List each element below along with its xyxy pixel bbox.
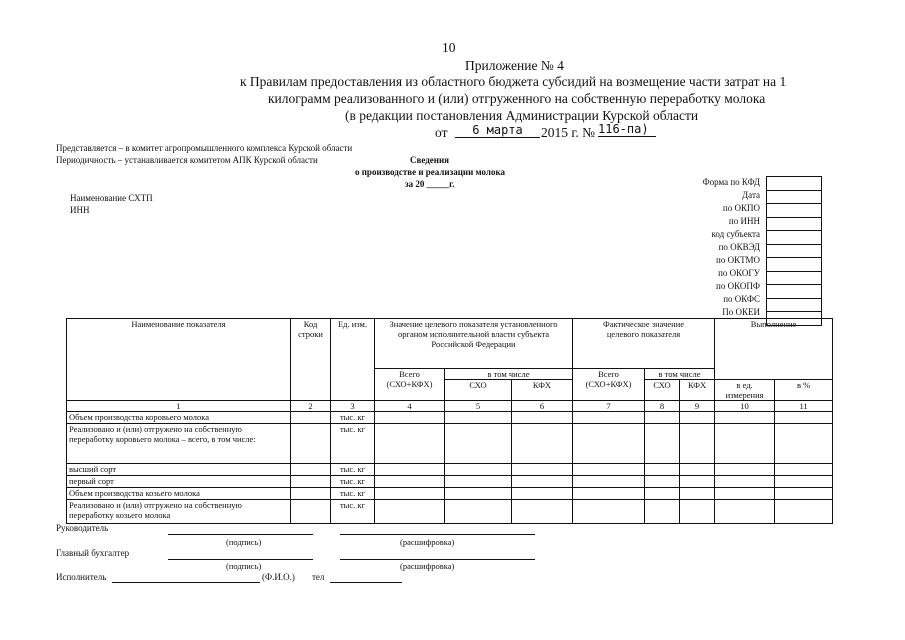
inn-label: ИНН <box>70 205 90 215</box>
decoding-caption: (расшифровка) <box>400 561 455 571</box>
cell-input[interactable] <box>645 500 680 524</box>
cell-input[interactable] <box>512 464 573 476</box>
form-period: за 20 _____г. <box>405 179 455 189</box>
code-label-date: Дата <box>742 190 760 200</box>
cell-input[interactable] <box>775 476 833 488</box>
cell-input[interactable] <box>375 500 445 524</box>
cell-input[interactable] <box>375 464 445 476</box>
code-label-subject: код субъекта <box>711 229 760 239</box>
header-unit: Ед. изм. <box>331 319 375 401</box>
col-num: 9 <box>680 401 715 412</box>
col-num: 4 <box>375 401 445 412</box>
cell-input[interactable] <box>715 412 775 424</box>
cell-input[interactable] <box>291 464 331 476</box>
cell-input[interactable] <box>573 424 645 464</box>
resolution-number: 116-па) <box>598 122 656 137</box>
col-num: 1 <box>67 401 291 412</box>
cell-input[interactable] <box>512 424 573 464</box>
code-label-kfd: Форма по КФД <box>702 177 760 187</box>
decoding-caption: (расшифровка) <box>400 537 455 547</box>
code-label-okpo: по ОКПО <box>722 203 760 213</box>
periodicity: Периодичность – устанавливается комитетом АПК Курской области <box>56 155 318 165</box>
head-label: Руководитель <box>56 523 109 533</box>
code-field-kfd[interactable] <box>767 177 822 191</box>
form-subtitle: о производстве и реализации молока <box>355 167 506 177</box>
cell-input[interactable] <box>680 424 715 464</box>
tel-label: тел <box>312 572 325 582</box>
cell-input[interactable] <box>775 424 833 464</box>
date-day-month: 6 марта <box>455 123 540 138</box>
code-field-okpo[interactable] <box>767 204 822 218</box>
col-num: 3 <box>331 401 375 412</box>
cell-input[interactable] <box>573 464 645 476</box>
cell-input[interactable] <box>775 488 833 500</box>
fio-caption: (Ф.И.О.) <box>262 572 295 582</box>
cell-input[interactable] <box>375 424 445 464</box>
cell-input[interactable] <box>445 424 512 464</box>
cell-input[interactable] <box>375 412 445 424</box>
table-row <box>67 424 833 464</box>
row-name: высший сорт <box>67 464 291 476</box>
accountant-signature-line[interactable] <box>168 559 313 560</box>
header-target-incl: в том числе <box>445 369 573 380</box>
page-number: 10 <box>442 40 456 55</box>
table-row <box>67 412 833 424</box>
name-label: Наименование СХТП <box>70 193 153 203</box>
row-name: Объем производства козьего молока <box>67 488 291 500</box>
executor-name-line[interactable] <box>112 582 260 583</box>
row-unit: тыс. кг <box>331 500 375 524</box>
row-name: Реализовано и (или) отгружено на собственную переработку коровьего молока – всего, в том числе: <box>67 424 291 464</box>
cell-input[interactable] <box>291 476 331 488</box>
col-num: 11 <box>775 401 833 412</box>
code-label-okogu: по ОКОГУ <box>718 268 760 278</box>
table-row <box>67 464 833 476</box>
appendix-line-3: килограмм реализованного и (или) отгруженного на собственную переработку молока <box>268 91 766 106</box>
appendix-line-4: (в редакции постановления Администрации Курской области <box>345 108 699 123</box>
header-code: Код строки <box>291 319 331 401</box>
code-label-okopf: по ОКОПФ <box>716 281 760 291</box>
cell-input[interactable] <box>680 412 715 424</box>
cell-input[interactable] <box>680 476 715 488</box>
code-label-okfs: по ОКФС <box>723 294 760 304</box>
col-num: 6 <box>512 401 573 412</box>
cell-input[interactable] <box>715 476 775 488</box>
row-name: первый сорт <box>67 476 291 488</box>
header-name: Наименование показателя <box>67 319 291 401</box>
cell-input[interactable] <box>291 488 331 500</box>
row-unit: тыс. кг <box>331 412 375 424</box>
cell-input[interactable] <box>445 464 512 476</box>
row-unit: тыс. кг <box>331 488 375 500</box>
cell-input[interactable] <box>573 488 645 500</box>
header-target: Значение целевого показателя установленного органом исполнительной власти субъекта Российской Федерации <box>375 319 573 369</box>
col-num: 5 <box>445 401 512 412</box>
code-label-okei: По ОКЕИ <box>722 307 760 317</box>
header-actual-incl: в том числе <box>645 369 715 380</box>
signature-caption: (подпись) <box>226 561 262 571</box>
col-num: 7 <box>573 401 645 412</box>
cell-input[interactable] <box>775 464 833 476</box>
cell-input[interactable] <box>715 500 775 524</box>
date-year: 2015 г. № <box>541 125 596 140</box>
row-name: Реализовано и (или) отгружено на собственную переработку козьего молока <box>67 500 291 524</box>
code-label-inn: по ИНН <box>728 216 760 226</box>
cell-input[interactable] <box>573 412 645 424</box>
cell-input[interactable] <box>715 424 775 464</box>
code-field-date[interactable] <box>767 190 822 204</box>
header-actual-kfh: КФХ <box>680 380 715 401</box>
cell-input[interactable] <box>645 424 680 464</box>
code-field-inn[interactable] <box>767 217 822 231</box>
cell-input[interactable] <box>445 500 512 524</box>
row-unit: тыс. кг <box>331 476 375 488</box>
cell-input[interactable] <box>445 488 512 500</box>
table-row <box>67 488 833 500</box>
signature-caption: (подпись) <box>226 537 262 547</box>
table-row <box>67 476 833 488</box>
column-numbers-row <box>67 401 833 412</box>
code-field-okopf[interactable] <box>767 285 822 299</box>
code-label-okved: по ОКВЭД <box>718 242 760 252</box>
code-label-oktmo: по ОКТМО <box>716 255 760 265</box>
col-num: 8 <box>645 401 680 412</box>
header-target-total: Всего (СХО+КФХ) <box>375 369 445 401</box>
code-field-okved[interactable] <box>767 244 822 258</box>
head-signature-line[interactable] <box>168 534 313 535</box>
head-decoding-line[interactable] <box>340 534 535 535</box>
code-field-oktmo[interactable] <box>767 258 822 272</box>
code-field-okogu[interactable] <box>767 271 822 285</box>
data-table <box>66 318 833 524</box>
cell-input[interactable] <box>573 476 645 488</box>
header-execution: Выполнение <box>715 319 833 380</box>
submitted-to: Представляется – в комитет агропромышленного комплекса Курской области <box>56 143 353 153</box>
cell-input[interactable] <box>645 476 680 488</box>
cell-input[interactable] <box>512 488 573 500</box>
code-field-subject[interactable] <box>767 231 822 245</box>
cell-input[interactable] <box>573 500 645 524</box>
cell-input[interactable] <box>775 500 833 524</box>
cell-input[interactable] <box>291 424 331 464</box>
row-unit: тыс. кг <box>331 424 375 464</box>
cell-input[interactable] <box>512 476 573 488</box>
col-num: 2 <box>291 401 331 412</box>
cell-input[interactable] <box>645 488 680 500</box>
table-row <box>67 500 833 524</box>
cell-input[interactable] <box>645 412 680 424</box>
header-target-sho: СХО <box>445 380 512 401</box>
tel-line[interactable] <box>330 582 402 583</box>
header-exec-units: в ед. измерения <box>715 380 775 401</box>
form-title: Сведения <box>410 155 450 165</box>
cell-input[interactable] <box>512 500 573 524</box>
row-name: Объем производства коровьего молока <box>67 412 291 424</box>
header-actual-sho: СХО <box>645 380 680 401</box>
header-exec-pct: в % <box>775 380 833 401</box>
cell-input[interactable] <box>715 464 775 476</box>
cell-input[interactable] <box>445 476 512 488</box>
cell-input[interactable] <box>512 412 573 424</box>
executor-label: Исполнитель <box>56 572 107 582</box>
accountant-decoding-line[interactable] <box>340 559 535 560</box>
col-num: 10 <box>715 401 775 412</box>
cell-input[interactable] <box>291 412 331 424</box>
accountant-label: Главный бухгалтер <box>56 548 130 558</box>
cell-input[interactable] <box>375 488 445 500</box>
cell-input[interactable] <box>375 476 445 488</box>
date-prefix: от <box>435 125 448 140</box>
cell-input[interactable] <box>775 412 833 424</box>
cell-input[interactable] <box>445 412 512 424</box>
header-actual: Фактическое значение целевого показателя <box>573 319 715 369</box>
appendix-line-2: к Правилам предоставления из областного бюджета субсидий на возмещение части затрат на 1 <box>240 74 787 89</box>
cell-input[interactable] <box>680 488 715 500</box>
cell-input[interactable] <box>645 464 680 476</box>
codes-box <box>766 176 822 326</box>
cell-input[interactable] <box>680 464 715 476</box>
header-target-kfh: КФХ <box>512 380 573 401</box>
cell-input[interactable] <box>715 488 775 500</box>
code-field-okfs[interactable] <box>767 298 822 312</box>
cell-input[interactable] <box>291 500 331 524</box>
row-unit: тыс. кг <box>331 464 375 476</box>
appendix-title: Приложение № 4 <box>465 58 564 73</box>
header-actual-total: Всего (СХО+КФХ) <box>573 369 645 401</box>
cell-input[interactable] <box>680 500 715 524</box>
